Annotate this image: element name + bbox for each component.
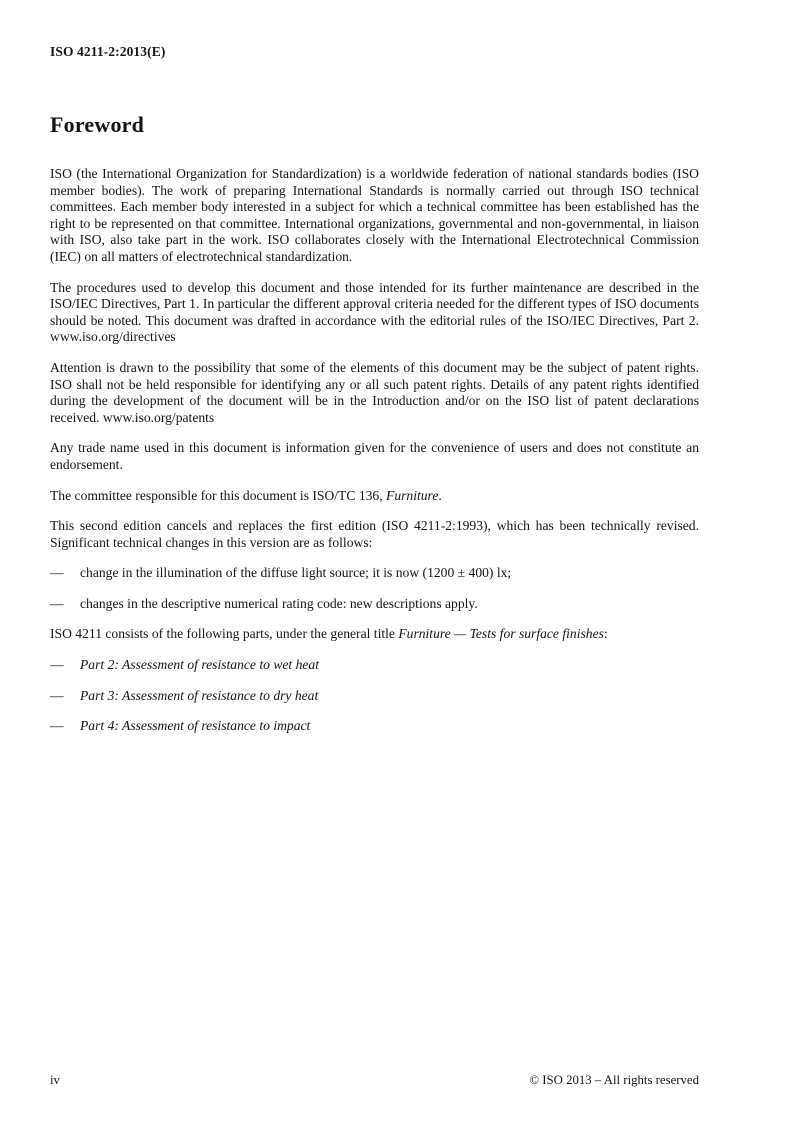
- list-item-change-1: [50, 565, 699, 582]
- parts-intro-text: ISO 4211 consists of the following parts, under the general title: [50, 626, 399, 642]
- paragraph-committee: [50, 488, 699, 505]
- page-number: iv: [50, 1073, 60, 1087]
- bullet-dash: —: [50, 687, 64, 703]
- list-item-part-3: [50, 688, 699, 705]
- bullet-dash: —: [50, 657, 64, 673]
- page-footer: [50, 1073, 699, 1088]
- parts-intro-text-end: :: [603, 626, 608, 642]
- paragraph-iso-intro: ISO (the International Organization for Standardization) is a worldwide federation of national standards bodies (ISO member bodies). The work of preparing International Standards is normally carried out through ISO technical committees. Each member body interested in a subject for which a technical committee has been established has the right to be represented on that committee. International organizations, governmental and non-governmental, in liaison with ISO, also take part in the work. ISO collaborates closely with the International Electrotechnical Commission (IEC) on all matters of electrotechnical standardization.: [50, 166, 699, 264]
- part-4-title: Part 4: Assessment of resistance to impact: [80, 718, 311, 734]
- change-1-text: change in the illumination of the diffuse light source; it is now (1200 ± 400) lx;: [80, 565, 512, 581]
- page-title: Foreword: [50, 112, 145, 137]
- list-item-change-2: [50, 596, 699, 613]
- part-3-title: Part 3: Assessment of resistance to dry heat: [80, 687, 319, 703]
- empty-space: [50, 749, 699, 1073]
- committee-name-italic: Furniture: [386, 487, 439, 503]
- bullet-dash: —: [50, 718, 64, 734]
- bullet-dash: —: [50, 595, 64, 611]
- paragraph-second-edition: This second edition cancels and replaces the first edition (ISO 4211-2:1993), which has been technically revised. Significant technical changes in this version are as follows:: [50, 518, 699, 550]
- series-title-italic: Furniture — Tests for surface finishes: [398, 626, 604, 642]
- part-2-title: Part 2: Assessment of resistance to wet heat: [80, 657, 319, 673]
- paragraph-parts-intro: [50, 626, 699, 643]
- document-id-header: ISO 4211-2:2013(E): [50, 44, 166, 59]
- list-item-part-4: [50, 718, 699, 735]
- paragraph-patents: Attention is drawn to the possibility that some of the elements of this document may be the subject of patent rights. ISO shall not be held responsible for identifying any or all such patent rights. Details of any patent rights identified during the development of the document will be in the Introduction and/or on the ISO list of patent declarations received. www.iso.org/patents: [50, 359, 699, 425]
- paragraph-trade-name: Any trade name used in this document is information given for the convenience of users and does not constitute an endorsement.: [50, 440, 699, 472]
- bullet-dash: —: [50, 565, 64, 581]
- list-item-part-2: [50, 657, 699, 674]
- foreword-body: [50, 166, 699, 749]
- copyright-notice: © ISO 2013 – All rights reserved: [529, 1073, 699, 1087]
- paragraph-procedures: The procedures used to develop this document and those intended for its further maintenance are described in the ISO/IEC Directives, Part 1. In particular the different approval criteria needed for the different types of ISO documents should be noted. This document was drafted in accordance with the editorial rules of the ISO/IEC Directives, Part 2. www.iso.org/directives: [50, 279, 699, 345]
- committee-text: The committee responsible for this document is ISO/TC 136,: [50, 487, 387, 503]
- committee-text-end: .: [438, 487, 442, 503]
- change-2-text: changes in the descriptive numerical rating code: new descriptions apply.: [80, 595, 478, 611]
